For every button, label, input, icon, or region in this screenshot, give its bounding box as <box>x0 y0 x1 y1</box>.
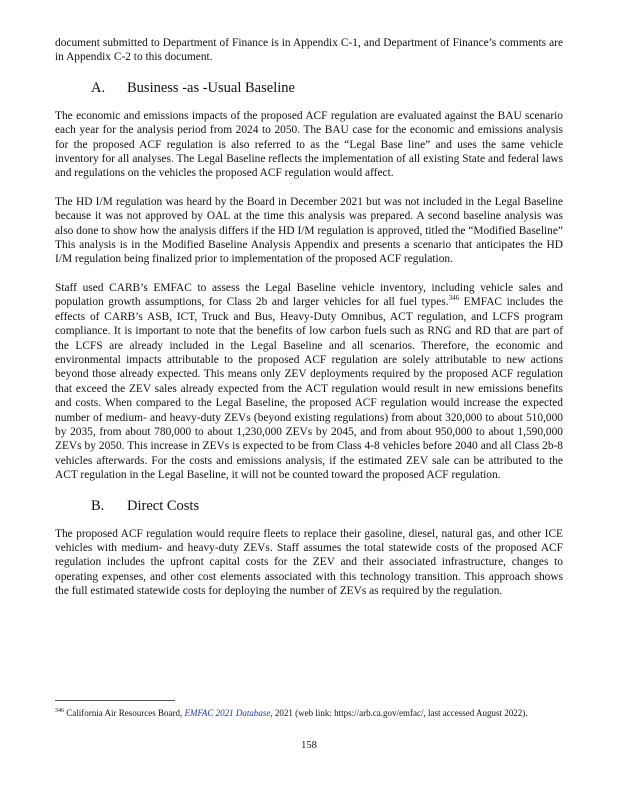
intro-paragraph: document submitted to Department of Finance is in Appendix C-1, and Department of Finance’s comments are in Appendix C-2 to this document. <box>55 37 563 64</box>
paragraph-3-text-end: EMFAC includes the effects of CARB’s ASB, ICT, Truck and Bus, Heavy-Duty Omnibus, ACT regulation, and LCFS program compliance. It is important to note that the benefits of low carbon fuels such as RNG and RD that are part of the LCFS are already included in the Legal Baseline and all scenarios. Therefore, the economic and environmental impacts attributable to the proposed ACF regulation are solely attributable to new actions beyond those already expected. This means only ZEV deployments required by the proposed ACF regulation that exceed the ZEV sales already expected from the ACT regulation would result in new emissions benefits and costs. When compared to the Legal Baseline, the proposed ACF regulation would increase the expected number of medium- and heavy-duty ZEVs (beyond existing regulations) from about 320,000 to about 510,000 by 2035, from about 780,000 to about 1,230,000 ZEVs by 2045, and from about 950,000 to about 1,590,000 ZEVs by 2050. This increase in ZEVs is expected to be from Class 4-8 vehicles before 2040 and all Class 2b-8 vehicles afterwards. For the costs and emissions analysis, if the estimated ZEV sale can be attributed to the ACT regulation in the Legal Baseline, it will not be counted toward the proposed ACF regulation. <box>55 296 563 482</box>
section-b-heading <box>91 497 563 515</box>
section-a-heading <box>91 79 563 97</box>
section-b-paragraph: The proposed ACF regulation would require fleets to replace their gasoline, diesel, natural gas, and other ICE vehicles with medium- and heavy-duty ZEVs. Staff assumes the total statewide costs of the proposed ACF regulation includes the upfront capital costs for the ZEV and their associated infrastructure, changes to operating expenses, and other cost elements associated with this technology transition. This approach shows the full estimated statewide costs for deploying the number of ZEVs as required by the regulation. <box>55 527 563 598</box>
section-a-paragraph-1: The economic and emissions impacts of the proposed ACF regulation are evaluated against the BAU scenario each year for the analysis period from 2024 to 2050. The BAU case for the economic and emissions analysis for the proposed ACF regulation is also referred to as the “Legal Base line” and uses the same vehicle inventory for all analyses. The Legal Baseline reflects the implementation of all existing State and federal laws and regulations on the vehicles the proposed ACF regulation would affect. <box>55 109 563 180</box>
footnote <box>55 708 563 719</box>
page-number: 158 <box>301 740 317 751</box>
footnote-reference[interactable]: 346 <box>448 294 460 303</box>
section-a-letter: A. <box>91 79 106 96</box>
footnote-number: 346 <box>55 708 64 714</box>
document-page <box>55 36 563 599</box>
section-a-title: Business -as -Usual Baseline <box>127 79 295 96</box>
section-a-paragraph-2: The HD I/M regulation was heard by the Board in December 2021 but was not included in the Legal Baseline because it was not approved by OAL at the time this analysis was prepared. A second baseline analysis was also done to show how the analysis differs if the HD I/M regulation is approved, titled the “Modified Baseline” This analysis is in the Modified Baseline Analysis Appendix and presents a scenario that anticipates the HD I/M regulation being finalized prior to implementation of the proposed ACF regulation. <box>55 195 563 266</box>
section-b-letter: B. <box>91 497 105 514</box>
paragraph-3-text-start: Staff used CARB’s EMFAC to assess the Legal Baseline vehicle inventory, including vehicle sales and population growth assumptions, for Class 2b and larger vehicles for all fuel types. <box>55 281 563 309</box>
section-b-title: Direct Costs <box>127 497 200 514</box>
footnote-source: California Air Resources Board, <box>66 708 183 718</box>
footnote-database-link[interactable]: EMFAC 2021 Database <box>184 708 271 718</box>
footnote-divider <box>55 700 175 701</box>
section-a-paragraph-3 <box>55 281 563 483</box>
footnote-rest: , 2021 (web link: https://arb.ca.gov/emfac/, last accessed August 2022). <box>270 708 528 718</box>
